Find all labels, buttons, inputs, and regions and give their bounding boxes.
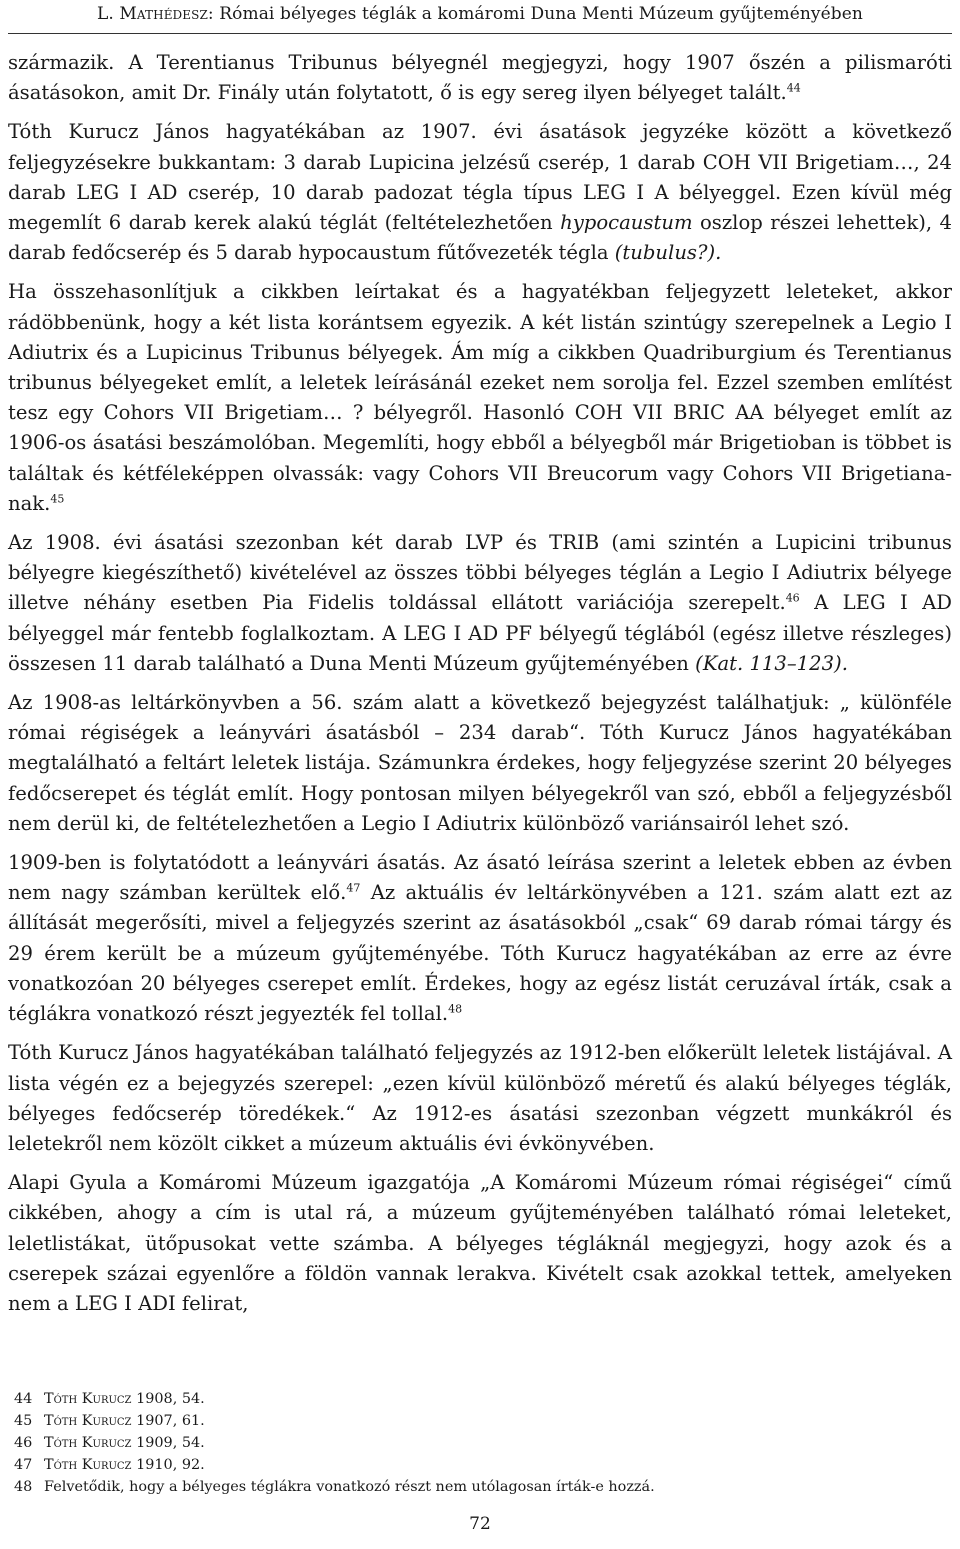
footnote-ref-48: 48	[448, 1002, 463, 1016]
footnote-ref-46: 46	[785, 591, 800, 605]
paragraph-4-text-a: Az 1908. évi ásatási szezonban két darab LVP és TRIB (ami szintén a Lupicini tribunus bélyegre kiegészíthető) kivételével az összes többi bélyeges téglán a Legio I Adiutrix bélyege illetve néhány esetben Pia Fidelis toldással ellátott variációja szerepelt.	[8, 531, 952, 615]
footnote-ref-45: 45	[50, 492, 65, 506]
footnote-text: 1908, 54.	[131, 1391, 205, 1407]
header-rule	[8, 33, 952, 34]
paragraph-5	[8, 688, 952, 839]
footnote-author: Tóth Kurucz	[44, 1413, 132, 1429]
paragraph-2	[8, 117, 952, 268]
paragraph-6-text-b: Az aktuális év leltárkönyvében a 121. szám alatt ezt az állítását megerősíti, mivel a feljegyzés szerint az ásatásokból „csak“ 69 darab római tárgy és 29 érem került be a múzeum gyűjteményébe. Tóth Kurucz hagyatékában az erre az évre vonatkozóan 20 bélyeges cserepet említ. Érdekes, hogy az egész listát ceruzával írták, csak a téglákra vonatkozó részt jegyezték fel tollal.	[8, 881, 952, 1026]
paragraph-6	[8, 848, 952, 1029]
footnotes	[14, 1388, 952, 1498]
footnote	[14, 1432, 952, 1454]
paragraph-5-text: Az 1908-as leltárkönyvben a 56. szám alatt a következő bejegyzést találhatjuk: „ különféle római régiségek a leányvári ásatásból – 234 darab“. Tóth Kurucz János hagyatékában megtalálható a feltárt leletek listája. Számunkra érdekes, hogy feljegyzése szerint 20 bélyeges fedőcserepet és téglát említ. Hogy pontosan milyen bélyegekről van szó, ebből a feljegyzésből nem derül ki, de feltételezhetően a Legio I Adiutrix különböző variánsairól lehet szó.	[8, 691, 952, 835]
author-initial: L.	[97, 4, 120, 24]
paragraph-4-text-b: A LEG I AD bélyeggel már fentebb foglalkoztam. A LEG I AD PF bélyegű téglából (egész illetve részleges) összesen 11 darab található a Duna Menti Múzeum gyűjteményében	[8, 591, 952, 675]
footnote-author: Tóth Kurucz	[44, 1391, 132, 1407]
footnote	[14, 1388, 952, 1410]
paragraph-2-text-a: Tóth Kurucz János hagyatékában az 1907. évi ásatások jegyzéke között a következő feljegyzésekre bukkantam: 3 darab Lupicina jelzésű cserép, 1 darab COH VII Brigetiam…, 24 darab LEG I AD cserép, 10 darab padozat tégla típus LEG I A bélyeggel. Ezen kívül még megemlít 6 darab kerek alakú téglát (feltételezhetően	[8, 120, 952, 235]
paragraph-4-catalog-ref: (Kat. 113–123).	[695, 651, 848, 675]
footnote-number: 47	[14, 1457, 33, 1473]
paragraph-1-text: származik. A Terentianus Tribunus bélyegnél megjegyzi, hogy 1907 őszén a pilismaróti ásatásokon, amit Dr. Finály után folytatott, ő is egy sereg ilyen bélyeget talált.	[8, 51, 952, 105]
footnote-number: 48	[14, 1479, 33, 1495]
article-title: : Római bélyeges téglák a komáromi Duna Menti Múzeum gyűjteményében	[207, 4, 863, 24]
paragraph-4	[8, 528, 952, 679]
footnote-number: 44	[14, 1391, 33, 1407]
footnote	[14, 1476, 952, 1498]
paragraph-8-text: Alapi Gyula a Komáromi Múzeum igazgatója „A Komáromi Múzeum római régiségei“ című cikkében, ahogy a cím is utal rá, a múzeum gyűjteményében található római leleteket, leletlistákat, ütőpusokat vette számba. A bélyeges tégláknál megjegyzi, hogy azok és a cserepek százai egyenlőre a földön vannak lerakva. Kivételt csak azokkal tettek, amelyeken nem a LEG I ADI felirat,	[8, 1171, 952, 1315]
footnote	[14, 1410, 952, 1432]
paragraph-1	[8, 48, 952, 108]
paragraph-3-text: Ha összehasonlítjuk a cikkben leírtakat és a hagyatékban feljegyzett leleteket, akkor rádöbbenünk, hogy a két lista korántsem egyezik. A két listán szintúgy szerepelnek a Legio I Adiutrix és a Lupicinus Tribunus bélyegek. Ám míg a cikkben Quadriburgium és Terentianus tribunus bélyegeket említ, a leletek leírásánál ezeket nem sorolja fel. Ezzel szemben említést tesz egy Cohors VII Brigetiam… ? bélyegről. Hasonló COH VII BRIC AA bélyeget említ az 1906-os ásatási beszámolóban. Megemlíti, hogy ebből a bélyegből már Brigetioban is többet is találtak és kétféleképpen olvassák: vagy Cohors VII Breucorum vagy Cohors VII Brigetiana-nak.	[8, 280, 952, 515]
footnote-author: Tóth Kurucz	[44, 1435, 132, 1451]
footnote-ref-47: 47	[346, 881, 361, 895]
paragraph-6-text-a: 1909-ben is folytatódott a leányvári ásatás. Az ásató leírása szerint a leletek ebben az évben nem nagy számban kerültek elő.	[8, 851, 952, 905]
paragraph-2-text-b: oszlop részei lehettek), 4 darab fedőcserép és 5 darab hypocaustum fűtővezeték tégla	[8, 211, 953, 265]
footnote-text: Felvetődik, hogy a bélyeges téglákra vonatkozó részt nem utólagosan írták-e hozzá.	[44, 1479, 655, 1495]
running-head	[0, 4, 960, 24]
author-surname: Mathédesz	[119, 4, 208, 24]
footnote-number: 45	[14, 1413, 33, 1429]
footnote-number: 46	[14, 1435, 33, 1451]
paragraph-3	[8, 277, 952, 519]
footnote-text: 1910, 92.	[131, 1457, 205, 1473]
footnote	[14, 1454, 952, 1476]
paragraph-7-text: Tóth Kurucz János hagyatékában található feljegyzés az 1912-ben előkerült leletek listájával. A lista végén ez a bejegyzés szerepel: „ezen kívül különböző méretű és alakú bélyeges téglák, bélyeges fedőcserép töredékek.“ Az 1912-es ásatási szezonban végzett munkákról és leletekről nem közölt cikket a múzeum aktuális évi évkönyvében.	[8, 1041, 952, 1155]
footnote-text: 1909, 54.	[131, 1435, 205, 1451]
paragraph-2-italic-b: (tubulus?).	[614, 241, 722, 265]
footnote-ref-44: 44	[786, 81, 801, 95]
paragraph-8	[8, 1168, 952, 1319]
page-number: 72	[469, 1514, 491, 1534]
paragraph-2-italic-a: hypocaustum	[560, 211, 693, 235]
footnote-author: Tóth Kurucz	[44, 1457, 132, 1473]
paragraph-7	[8, 1038, 952, 1159]
body-text	[8, 48, 952, 1328]
footnote-text: 1907, 61.	[131, 1413, 205, 1429]
